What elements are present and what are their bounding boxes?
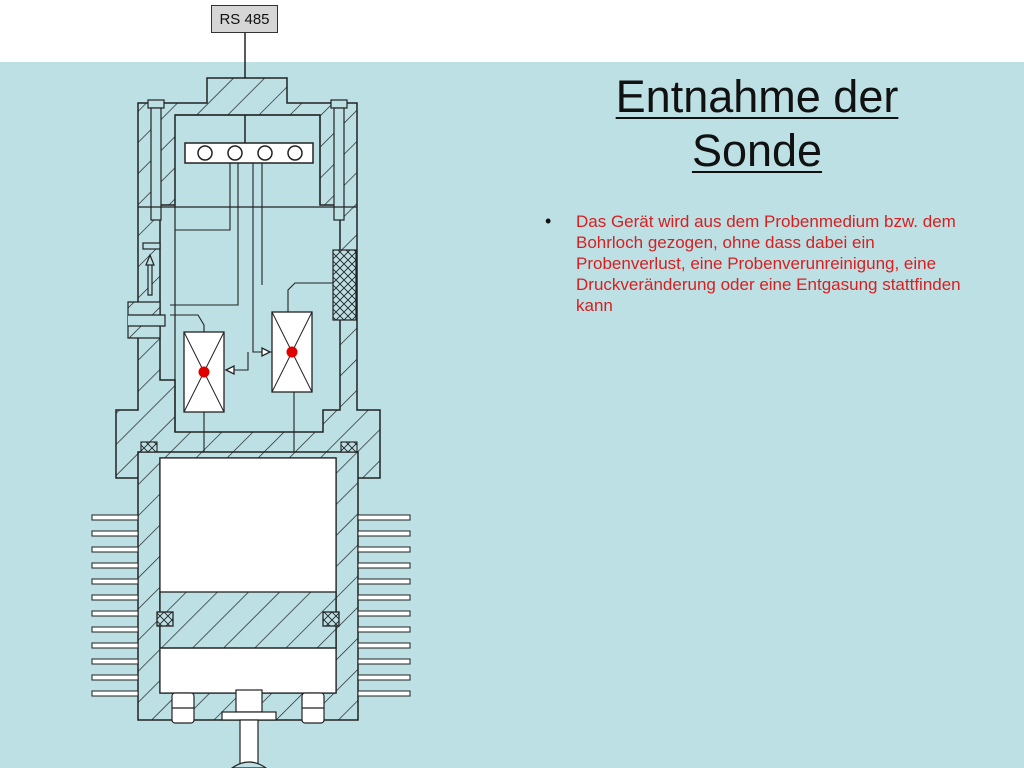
- piston: [157, 592, 339, 648]
- bullet-marker: •: [545, 211, 552, 231]
- bullet-text: Das Gerät wird aus dem Probenmedium bzw. dem Bohrloch gezogen, ohne dass dabei ein Probenverlust, eine Probenverunreinigung, eine Druckveränderung oder eine Entgasung stattfinden kann: [576, 212, 961, 315]
- filter-element: [333, 250, 356, 320]
- bullet-item: [545, 211, 985, 316]
- valve-right: [262, 312, 312, 392]
- slide-title: [590, 70, 924, 178]
- cooling-fins-left: [92, 515, 138, 696]
- piston-rod: [232, 720, 266, 768]
- slide-title-line1: Entnahme der: [615, 71, 899, 122]
- slide-title-line2: Sonde: [691, 125, 823, 176]
- cylinder-bore: [160, 458, 336, 693]
- rs485-label: [211, 5, 278, 33]
- valve-left: [184, 332, 234, 412]
- cooling-fins-right: [358, 515, 410, 696]
- connector-block: [185, 143, 313, 163]
- bullet-list: [545, 211, 985, 316]
- rs485-label-text: RS 485: [219, 10, 270, 28]
